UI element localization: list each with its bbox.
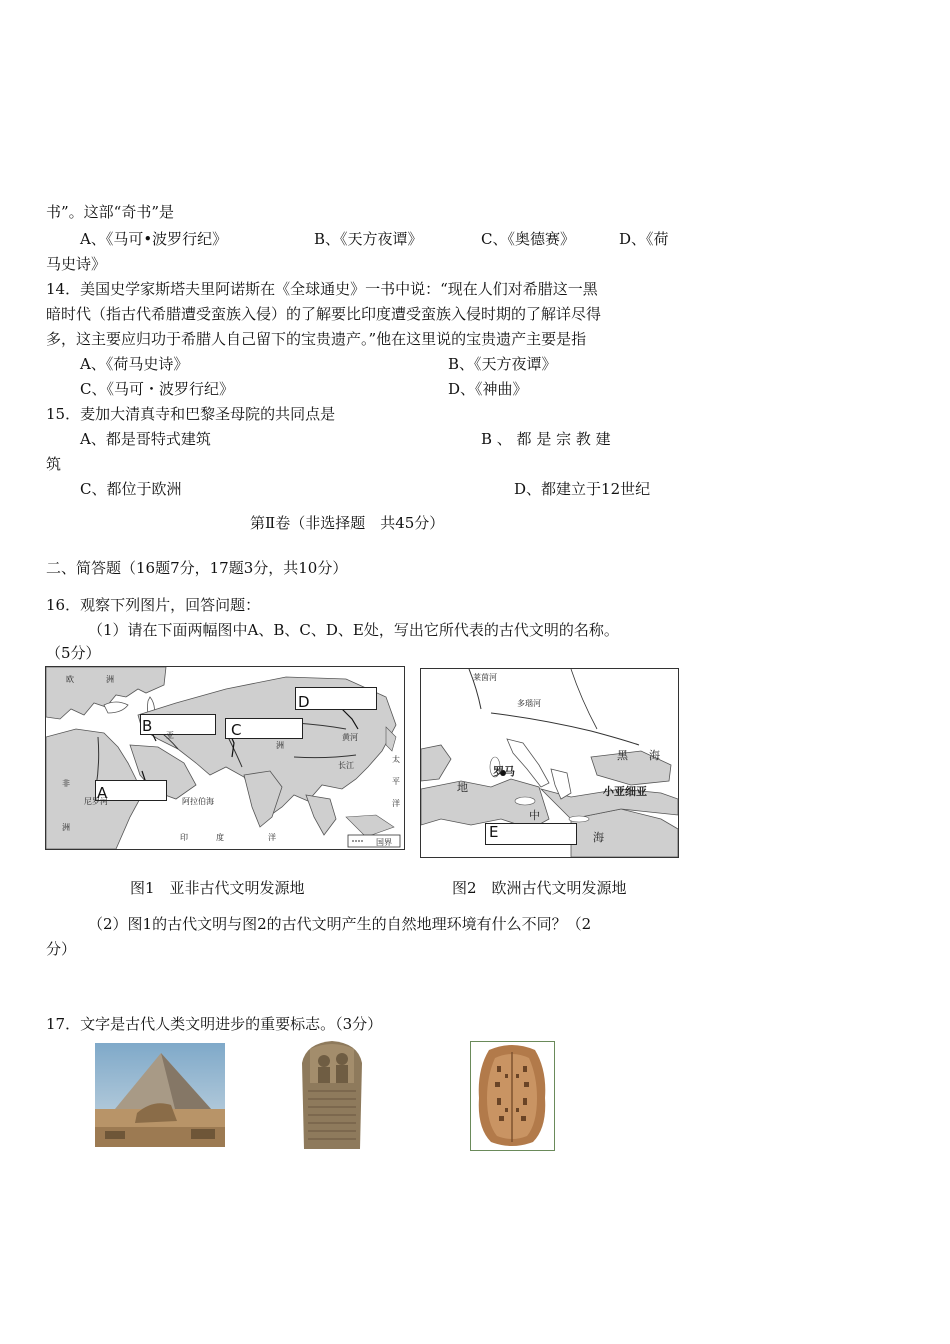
oracle-bone-image (470, 1041, 555, 1151)
map1-label-d: D (298, 693, 310, 711)
map1-pacific-1: 太 (392, 755, 400, 764)
q15-option-b[interactable]: B 、 都 是 宗 教 建 (481, 430, 611, 448)
map2-label-e: E (489, 823, 499, 841)
q15-stem: 15．麦加大清真寺和巴黎圣母院的共同点是 (46, 405, 336, 423)
map-asia-africa (45, 666, 405, 850)
q16-sub2-line1: （2）图1的古代文明与图2的古代文明产生的自然地理环境有什么不同？（2 (88, 915, 592, 933)
map1-india-3: 洋 (268, 833, 276, 842)
q15-option-b-tail: 筑 (46, 455, 62, 473)
pyramid-sphinx-image (95, 1043, 225, 1147)
map2-danube: 多瑙河 (517, 699, 541, 708)
q16-sub2-line2: 分） (46, 940, 77, 958)
q13-option-b[interactable]: B、《天方夜谭》 (314, 230, 423, 248)
map1-yangtze: 长江 (338, 761, 354, 770)
map1-europe-2: 洲 (106, 675, 114, 684)
q13-option-d-tail: 马史诗》 (46, 255, 107, 273)
q14-stem-line3: 多，这主要应归功于希腊人自己留下的宝贵遗产。”他在这里说的宝贵遗产主要是指 (46, 330, 587, 348)
map1-legend: 国界 (376, 838, 392, 847)
fig2-caption: 图2 欧洲古代文明发源地 (452, 879, 627, 897)
code-of-hammurabi-image (296, 1039, 368, 1149)
map1-asia: 亚 (166, 731, 174, 740)
map1-label-c: C (231, 721, 242, 739)
map1-yellow-river: 黄河 (342, 733, 358, 742)
q14-option-c[interactable]: C、《马可・波罗行纪》 (80, 380, 234, 398)
q15-option-d[interactable]: D、都建立于12世纪 (514, 480, 651, 498)
q14-option-a[interactable]: A、《荷马史诗》 (80, 355, 189, 373)
map2-rhine: 莱茵河 (473, 673, 497, 682)
map2-rome: 罗马 (493, 765, 515, 778)
q16-sub1-score: （5分） (46, 644, 101, 662)
map1-pacific-2: 平 (392, 777, 400, 786)
map1-nile: 尼罗河 (84, 797, 108, 806)
q17-stem: 17．文字是古代人类文明进步的重要标志。（3分） (46, 1015, 383, 1033)
q14-stem-line1: 14．美国史学家斯塔夫里阿诺斯在《全球通史》一书中说：“现在人们对希腊这一黑 (46, 280, 598, 298)
map1-africa-1: 非 (62, 779, 70, 788)
q16-sub1: （1）请在下面两幅图中A、B、C、D、E处，写出它所代表的古代文明的名称。 (88, 621, 619, 639)
q13-option-a[interactable]: A、《马可•波罗行纪》 (80, 230, 228, 248)
q13-option-c[interactable]: C、《奥德赛》 (481, 230, 575, 248)
part2-title: 第Ⅱ卷（非选择题 共45分） (250, 514, 445, 532)
map2-med-1: 地 (457, 781, 468, 794)
map1-asia-2: 洲 (276, 741, 284, 750)
q15-option-c[interactable]: C、都位于欧洲 (80, 480, 182, 498)
q14-option-b[interactable]: B、《天方夜谭》 (448, 355, 557, 373)
map1-arabian-sea: 阿拉伯海 (182, 797, 214, 806)
map1-india-2: 度 (216, 833, 224, 842)
map1-africa-2: 洲 (62, 823, 70, 832)
map1-india-1: 印 (180, 833, 188, 842)
q16-stem: 16．观察下列图片，回答问题： (46, 596, 261, 614)
q13-stem-tail: 书”。这部“奇书”是 (46, 203, 175, 221)
q14-option-d[interactable]: D、《神曲》 (448, 380, 528, 398)
q14-stem-line2: 暗时代（指古代希腊遭受蛮族入侵）的了解要比印度遭受蛮族入侵时期的了解详尽得 (46, 305, 602, 323)
section2-heading: 二、简答题（16题7分，17题3分，共10分） (46, 559, 348, 577)
map1-label-a: A (97, 784, 108, 802)
map1-pacific-3: 洋 (392, 799, 400, 808)
map2-black-sea-2: 海 (649, 749, 660, 762)
map2-black-sea-1: 黑 (617, 749, 628, 762)
q15-option-a[interactable]: A、都是哥特式建筑 (80, 430, 211, 448)
map2-med-2: 中 (529, 809, 540, 822)
map2-asia-minor: 小亚细亚 (603, 785, 647, 798)
map2-answer-box-e[interactable] (485, 823, 577, 845)
map-europe (420, 668, 679, 858)
map1-europe-1: 欧 (66, 675, 74, 684)
fig1-caption: 图1 亚非古代文明发源地 (130, 879, 305, 897)
map2-med-3: 海 (593, 831, 604, 844)
q13-option-d[interactable]: D、《荷 (619, 230, 669, 248)
map1-label-b: B (142, 717, 153, 735)
